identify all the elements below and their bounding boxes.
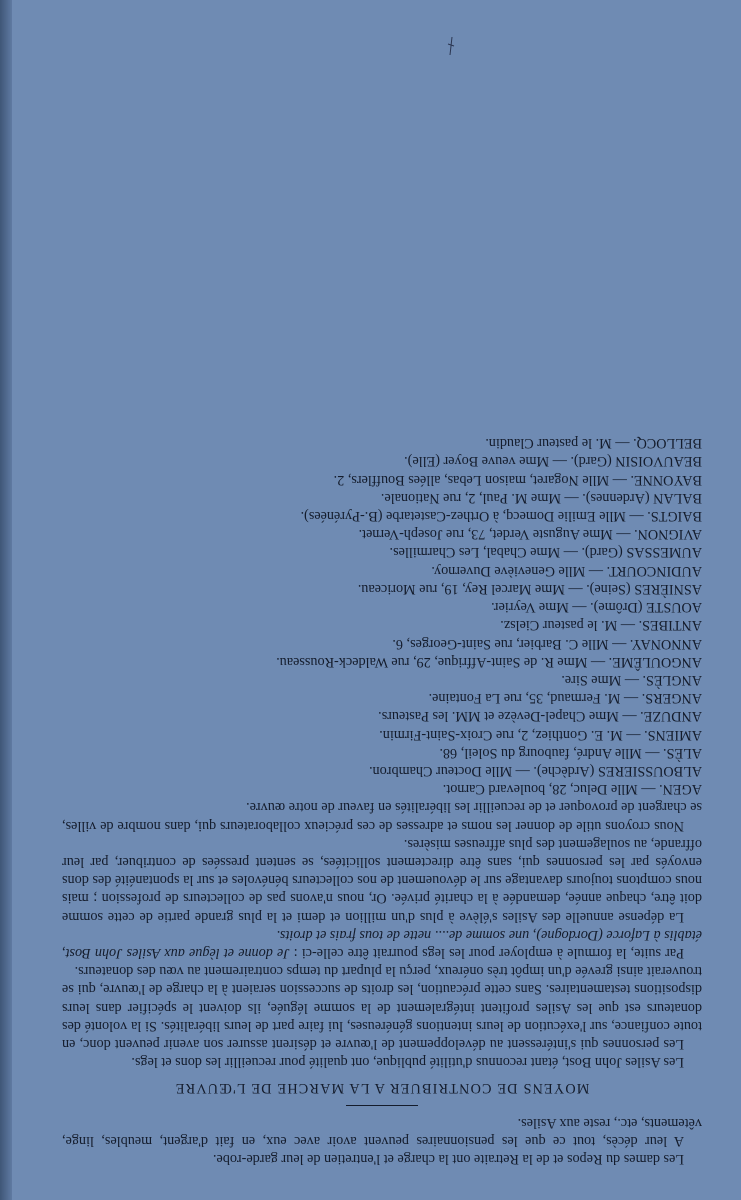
paragraph-personnes: Les personnes qui s'intéressent au développement de l'œuvre et désirent assurer son avenir peuvent donc, en toute confiance, sur l'exécution de leurs intentions généreuses, lui faire part de leurs libéralités. Si la volonté des donateurs est que les Asiles profitent intégralement de la somme léguée, ils doivent le spécifier dans leurs dispositions testamentaires. Sans cette précaution, les droits de succession seraient à la charge de l'œuvre, qui se trouverait ainsi grevée d'un impôt très onéreux, perçu la plupart du temps contrairement au vœu des donateurs. xyxy=(62,963,702,1052)
section-divider xyxy=(346,1105,418,1106)
collector-entry: AUMESSAS (Gard). — Mme Chabal, Les Charmilles. xyxy=(389,544,702,561)
formule-quote: Je donne et lègue aux Asiles John Bost, établis à Laforce (Dordogne), une somme de.... nette de tous frais et droits. xyxy=(62,926,702,961)
collector-entry: AVIGNON. — Mme Auguste Verdet, 73, rue Joseph-Vernet. xyxy=(358,526,702,543)
collector-entry: ANTIBES. — M. le pasteur Cielsz. xyxy=(500,617,702,634)
collector-entry: AMIENS. — M. E. Gonthiez, 2, rue Croix-Saint-Firmin. xyxy=(379,726,702,743)
paragraph-utilite-publique: Les Asiles John Bost, étant reconnus d'utilité publique, ont qualité pour recueillir les dons et legs. xyxy=(131,1054,684,1071)
paragraph-garde-robe: Les dames du Repos et de la Retraite ont la charge et l'entretien de leur garde-robe. xyxy=(212,1151,684,1167)
collector-entry: BEAUVOISIN (Gard). — Mme veuve Boyer (Elle). xyxy=(404,453,702,470)
collector-entry: ANGLÈS. — Mme Sire. xyxy=(561,671,702,688)
paragraph-collaborateurs: Nous croyons utile de donner les noms et adresses de ces précieux collaborateurs qui, dans nombre de villes, se chargent de provoquer et de recueillir les libéralités en faveur de notre œuvre. xyxy=(62,799,702,834)
collectors-list xyxy=(62,434,702,798)
upside-down-text-block xyxy=(62,150,702,1168)
pencil-mark xyxy=(446,36,456,56)
collector-entry: ANDUZE. — Mme Chapel-Devèze et MM. les Pasteurs. xyxy=(378,708,702,725)
collector-entry: ANGERS. — M. Fermaud, 35, rue La Fontaine. xyxy=(428,690,702,707)
collector-entry: AGEN. — Mlle Deluc, 28, boulevard Carnot. xyxy=(442,781,702,798)
collector-entry: ASNIÈRES (Seine). — Mme Marcel Rey, 19, rue Moriceau. xyxy=(357,580,702,597)
section-title: MOYENS DE CONTRIBUER A LA MARCHE DE L'ŒUVRE xyxy=(174,1080,590,1097)
collector-entry: AUDINCOURT. — Mlle Geneviève Duvernoy. xyxy=(431,562,702,579)
paragraph-deces: A leur décès, tout ce que les pensionnaires peuvent avoir avec eux, en fait d'argent, meubles, linge, vêtements, etc., reste aux Asiles. xyxy=(62,1114,702,1149)
formule-intro: Par suite, la formule à employer pour les legs pourrait être celle-ci : xyxy=(293,944,684,961)
collector-entry: BALAN (Ardennes). — Mme M. Paul, 2, rue Nationale. xyxy=(380,489,702,506)
collector-entry: BAIGTS. — Mlle Emilie Domecq, à Orthez-Castetarbe (B.-Pyrénées). xyxy=(300,508,702,525)
collector-entry: ANNONAY. — Mlle C. Barbier, rue Saint-Georges, 6. xyxy=(392,635,702,652)
collector-entry: ALÈS. — Mlle André, faubourg du Soleil, 68. xyxy=(439,744,702,761)
collector-entry: BAYONNE. — Mlle Nogaret, maison Lebas, allées Boufflers, 2. xyxy=(333,471,702,488)
paragraph-formule xyxy=(62,926,702,962)
collector-entry: BELLOCQ. — M. le pasteur Claudin. xyxy=(485,435,702,452)
collector-entry: ALBOUSSIERES (Ardèche). — Mlle Docteur Chambron. xyxy=(369,762,702,779)
collector-entry: ANGOULÊME. — Mme R. de Saint-Affrique, 29, rue Waldeck-Rousseau. xyxy=(276,653,702,670)
book-spine-shadow xyxy=(0,0,12,1200)
collector-entry: AOUSTE (Drôme). — Mme Veyrier. xyxy=(491,599,702,616)
paragraph-depense: La dépense annuelle des Asiles s'élève à plus d'un million et demi et la plus grande partie de cette somme doit être, chaque année, demandée à la charité privée. Or, nous n'avons pas de collecteurs de profession ; mais nous comptons toujours davantage sur le dévouement de nos collecteurs bénévoles et sur la spontanéité des dons envoyés par les personnes qui, sans être directement sollicitées, se sentent pressées de contribuer, par leur offrande, au soulagement des plus affreuses misères. xyxy=(62,835,702,925)
